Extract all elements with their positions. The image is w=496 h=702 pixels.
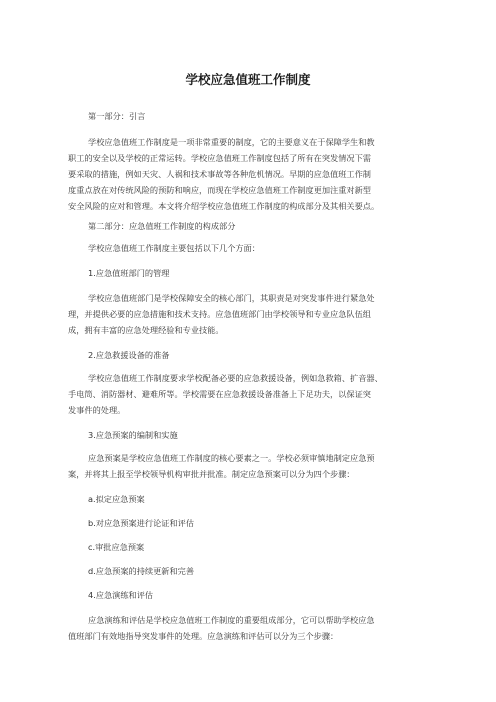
paragraph-line: 学校应急值班部门是学校保障安全的核心部门，其职责是对突发事件进行紧急处 bbox=[88, 293, 375, 303]
list-item: d.应急预案的持续更新和完善 bbox=[88, 566, 195, 576]
document-title: 学校应急值班工作制度 bbox=[185, 72, 311, 87]
paragraph-line: 成，拥有丰富的应急处理经验和专业技能。 bbox=[68, 325, 224, 335]
paragraph-line: 度重点放在对传统风险的预防和响应，而现在学校应急值班工作制度更加注重对新型 bbox=[68, 185, 371, 195]
paragraph-line: 要采取的措施，例如天灾、人祸和技术事故等各种危机情况。早期的应急值班工作制 bbox=[68, 169, 371, 179]
paragraph-line: 应急预案是学校应急值班工作制度的核心要素之一。学校必须审慎地制定应急预 bbox=[88, 453, 375, 463]
paragraph-line: 理，并提供必要的应急措施和技术支持。应急值班部门由学校领导和专业应急队伍组 bbox=[68, 309, 371, 319]
item-heading: 2.应急救援设备的准备 bbox=[88, 350, 170, 360]
paragraph-line: 学校应急值班工作制度主要包括以下几个方面： bbox=[88, 243, 260, 253]
item-heading: 3.应急预案的编制和实施 bbox=[88, 430, 178, 440]
paragraph-line: 手电筒、消防器材、避难所等。学校需要在应急救援设备准备上下足功夫，以保证突 bbox=[68, 389, 371, 399]
paragraph-line: 学校应急值班工作制度要求学校配备必要的应急救援设备，例如急救箱、扩音器、 bbox=[88, 373, 383, 383]
item-heading: 1.应急值班部门的管理 bbox=[88, 268, 170, 278]
paragraph-line: 安全风险的应对和管理。本文将介绍学校应急值班工作制度的构成部分及其相关要点。 bbox=[68, 201, 380, 211]
paragraph-line: 案，并将其上报至学校领导机构审批并批准。制定应急预案可以分为四个步骤： bbox=[68, 469, 355, 479]
paragraph-line: 值班部门有效地指导突发事件的处理。应急演练和评估可以分为三个步骤： bbox=[68, 631, 339, 641]
paragraph-line: 应急演练和评估是学校应急值班工作制度的重要组成部分，它可以帮助学校应急 bbox=[88, 615, 375, 625]
section-heading: 第一部分：引言 bbox=[88, 111, 146, 121]
section-heading: 第二部分：应急值班工作制度的构成部分 bbox=[88, 221, 236, 231]
list-item: a.拟定应急预案 bbox=[88, 494, 145, 504]
list-item: b.对应急预案进行论证和评估 bbox=[88, 518, 195, 528]
paragraph-line: 职工的安全以及学校的正常运转。学校应急值班工作制度包括了所有在突发情况下需 bbox=[68, 153, 371, 163]
list-item: c.审批应急预案 bbox=[88, 542, 145, 552]
item-heading: 4.应急演练和评估 bbox=[88, 590, 154, 600]
paragraph-line: 发事件的处理。 bbox=[68, 405, 126, 415]
paragraph-line: 学校应急值班工作制度是一项非常重要的制度，它的主要意义在于保障学生和教 bbox=[88, 137, 375, 147]
